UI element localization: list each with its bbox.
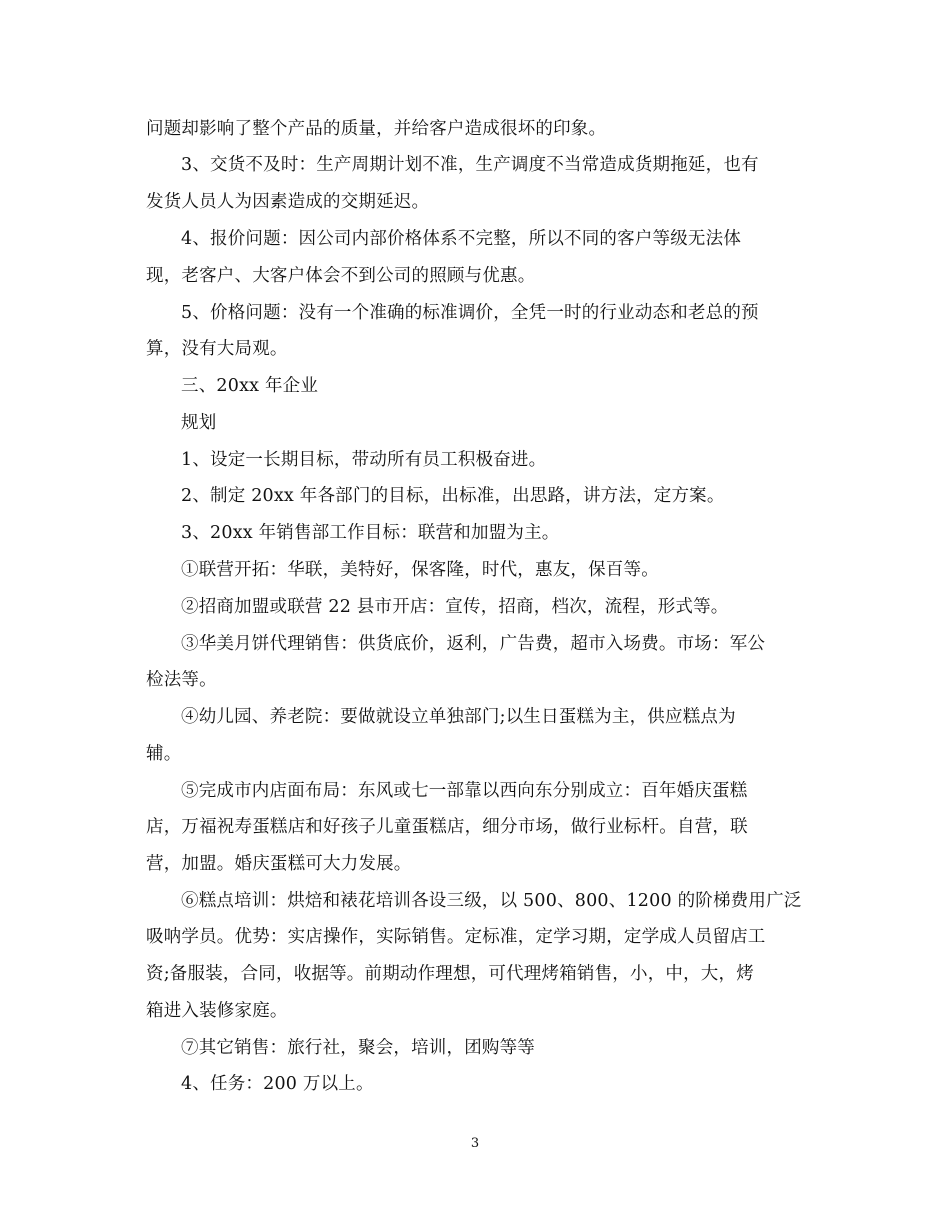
text-line: 辅。 — [146, 744, 182, 764]
text-line: 问题却影响了整个产品的质量，并给客户造成很坏的印象。 — [146, 119, 607, 139]
text-line: 3、交货不及时：生产周期计划不准，生产调度不当常造成货期拖延，也有 — [181, 155, 759, 175]
text-line: 资;备服装，合同，收据等。前期动作理想，可代理烤箱销售，小，中，大，烤 — [146, 964, 754, 984]
text-line: 发货人员人为因素造成的交期延迟。 — [146, 192, 430, 212]
section-heading-continuation: 规划 — [181, 413, 217, 433]
text-line: 现，老客户、大客户体会不到公司的照顾与优惠。 — [146, 266, 536, 286]
text-line: ④幼儿园、养老院：要做就设立单独部门;以生日蛋糕为主，供应糕点为 — [181, 707, 736, 727]
text-line: 2、制定 20xx 年各部门的目标，出标准，出思路，讲方法，定方案。 — [181, 486, 725, 506]
text-line: 算，没有大局观。 — [146, 339, 288, 359]
text-line: 1、设定一长期目标，带动所有员工积极奋进。 — [181, 450, 547, 470]
text-line: 检法等。 — [146, 670, 217, 690]
text-line: ③华美月饼代理销售：供货底价，返利，广告费，超市入场费。市场：军公 — [181, 634, 766, 654]
text-line: 营，加盟。婚庆蛋糕可大力发展。 — [146, 854, 412, 874]
text-line: 吸呐学员。优势：实店操作，实际销售。定标准，定学习期，定学成人员留店工 — [146, 927, 766, 947]
text-line: ⑥糕点培训：烘焙和裱花培训各设三级，以 500、800、1200 的阶梯费用广泛 — [181, 891, 802, 911]
text-line: ①联营开拓：华联，美特好，保客隆，时代，惠友，保百等。 — [181, 560, 659, 580]
text-line: 4、报价问题：因公司内部价格体系不完整，所以不同的客户等级无法体 — [181, 229, 742, 249]
text-line: 店，万福祝寿蛋糕店和好孩子儿童蛋糕店，细分市场，做行业标杆。自营，联 — [146, 817, 748, 837]
page-number: 3 — [470, 1136, 480, 1151]
text-line: ②招商加盟或联营 22 县市开店：宣传，招商，档次，流程，形式等。 — [181, 597, 729, 617]
text-line: 3、20xx 年销售部工作目标：联营和加盟为主。 — [181, 523, 560, 543]
text-line: 4、任务：200 万以上。 — [181, 1074, 374, 1094]
text-line: ⑦其它销售：旅行社，聚会，培训，团购等等 — [181, 1038, 535, 1058]
text-line: 箱进入装修家庭。 — [146, 1001, 288, 1021]
text-line: 5、价格问题：没有一个准确的标准调价，全凭一时的行业动态和老总的预 — [181, 303, 759, 323]
section-heading: 三、20xx 年企业 — [181, 376, 319, 396]
text-line: ⑤完成市内店面布局：东风或七一部靠以西向东分别成立：百年婚庆蛋糕 — [181, 781, 748, 801]
